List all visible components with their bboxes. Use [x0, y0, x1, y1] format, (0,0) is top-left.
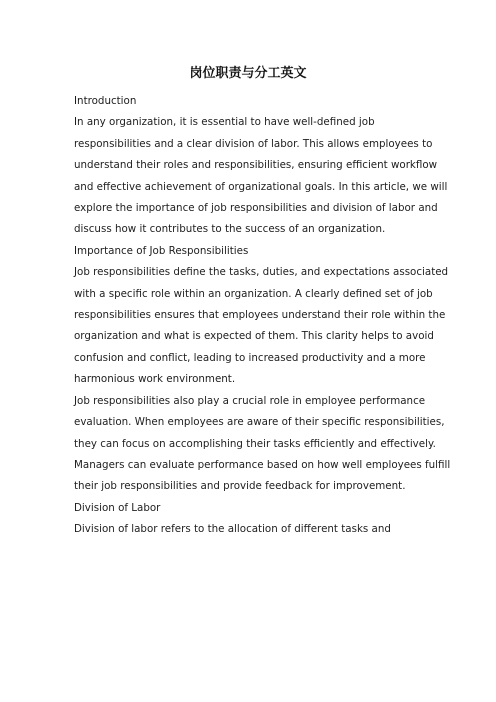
paragraph: [74, 262, 449, 390]
paragraph-line: confusion and conflict, leading to increased productivity and a more: [74, 351, 426, 364]
paragraph-line: harmonious work environment.: [74, 373, 236, 386]
paragraph-line: discuss how it contributes to the success of an organization.: [74, 223, 386, 236]
paragraph-line: Division of labor refers to the allocation of different tasks and: [74, 523, 391, 536]
paragraph-line: and effective achievement of organizational goals. In this article, we will: [74, 180, 448, 193]
paragraph-line: organization and what is expected of them. This clarity helps to avoid: [74, 330, 434, 343]
document-title: 岗位职责与分工英文: [189, 66, 307, 81]
paragraph-line: responsibilities and a clear division of labor. This allows employees to: [74, 137, 433, 150]
paragraph-line: Managers can evaluate performance based on how well employees fulfill: [74, 458, 451, 471]
document-body: [74, 91, 451, 541]
heading-text: Division of Labor: [74, 501, 161, 514]
paragraph-line: In any organization, it is essential to have well-defined job: [74, 116, 375, 129]
paragraph-line: their job responsibilities and provide feedback for improvement.: [74, 480, 406, 493]
paragraph-line: evaluation. When employees are aware of their specific responsibilities,: [74, 416, 445, 429]
paragraph-line: Job responsibilities define the tasks, duties, and expectations associated: [74, 266, 449, 279]
paragraph-line: with a specific role within an organization. A clearly defined set of job: [74, 287, 433, 300]
paragraph-line: Job responsibilities also play a crucial role in employee performance: [74, 394, 426, 407]
paragraph-line: explore the importance of job responsibilities and division of labor and: [74, 202, 438, 215]
paragraph: [74, 519, 426, 540]
section-heading-division-of-labor: [74, 498, 426, 519]
section-heading-introduction: [74, 91, 426, 112]
paragraph-line: they can focus on accomplishing their tasks efficiently and effectively.: [74, 437, 436, 450]
paragraph: [74, 112, 448, 240]
heading-text: Importance of Job Responsibilities: [74, 244, 249, 257]
paragraph-line: responsibilities ensures that employees understand their role within the: [74, 309, 446, 322]
paragraph-line: understand their roles and responsibilities, ensuring efficient workflow: [74, 159, 438, 172]
paragraph: [74, 391, 451, 498]
section-heading-importance: [74, 241, 426, 262]
heading-text: Introduction: [74, 95, 137, 107]
